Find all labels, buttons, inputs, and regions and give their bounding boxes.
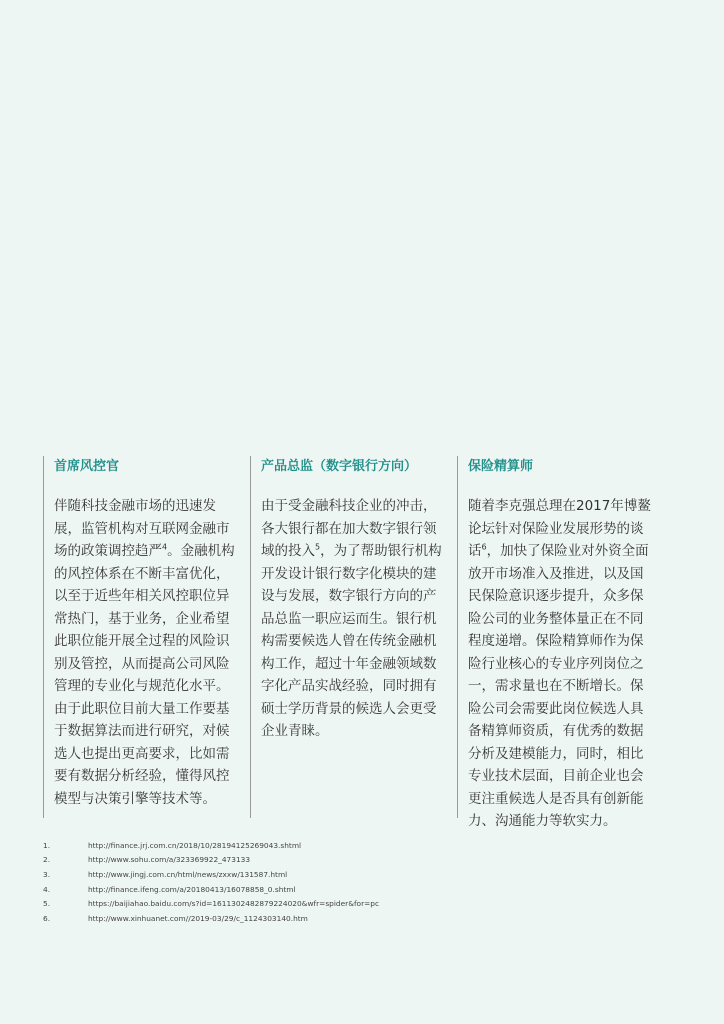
footnote-number: 3. [43,869,51,879]
body-text: 伴随科技金融市场的迅速发展，监管机构对互联网金融市场的政策调控趋严 [54,498,230,559]
column-chief-risk-officer [43,456,250,818]
footnote-url[interactable]: http://www.sohu.com/a/323369922_473133 [88,855,251,865]
body-text: 随着李克强总理在2017年博鳌论坛针对保险业发展形势的谈话 [468,498,651,559]
column-body [54,495,240,810]
column-title: 产品总监（数字银行方向） [261,459,418,474]
column-title: 首席风控官 [54,459,120,474]
footnote-ref: 6 [481,542,487,552]
column-actuary [457,456,664,829]
footnote-url[interactable]: https://baijiahao.baidu.com/s?id=1611302482879224020&wfr=spider&for=pc [88,899,380,909]
three-column-section [43,456,667,829]
footnote-ref: 4 [162,542,168,552]
footnotes [43,838,673,926]
column-body [261,495,447,743]
footnote [43,882,673,897]
footnote-ref: 5 [315,542,321,552]
body-text: 。金融机构的风控体系在不断丰富优化，以至于近些年相关风控职位异常热门，基于业务，企业希望此职位能开展全过程的风险识别及管控，从而提高公司风险管理的专业化与规范化水平。由于此职位目前大量工作要基于数据算法而进行研究，对候选人也提出更高要求，比如需要有数据分析经验，懂得风控模型与决策引擎等技术等。 [54,543,235,807]
footnote-number: 6. [43,913,51,923]
footnote-url[interactable]: http://finance.ifeng.com/a/20180413/16078858_0.shtml [88,884,296,894]
body-text: ，加快了保险业对外资全面放开市场准入及推进，以及国民保险意识逐步提升，众多保险公司的业务整体量正在不同程度递增。保险精算师作为保险行业核心的专业序列岗位之一，需求量也在不断增长。保险公司会需要此岗位候选人具备精算师资质，有优秀的数据分析及建模能力，同时，相比专业技术层面，目前企业也会更注重候选人是否具有创新能力、沟通能力等软实力。 [468,543,649,829]
footnote-url[interactable]: http://www.jingj.com.cn/html/news/zxxw/131587.html [88,869,288,879]
footnote-url[interactable]: http://www.xinhuanet.com//2019-03/29/c_1124303140.htm [88,913,308,923]
footnote-number: 2. [43,855,51,865]
body-text: 由于受金融科技企业的冲击，各大银行都在加大数字银行领域的投入 [261,498,437,559]
column-body [468,495,654,833]
footnote-url[interactable]: http://finance.jrj.com.cn/2018/10/28194125269043.shtml [88,840,302,850]
column-product-director [250,456,457,818]
body-text: ，为了帮助银行机构开发设计银行数字化模块的建设与发展，数字银行方向的产品总监一职应运而生。银行机构需要候选人曾在传统金融机构工作，超过十年金融领域数字化产品实战经验，同时拥有硕士学历背景的候选人会更受企业青睐。 [261,543,442,739]
column-title: 保险精算师 [468,459,534,474]
footnote-number: 4. [43,884,51,894]
footnote [43,896,673,911]
footnote [43,867,673,882]
footnote-number: 5. [43,899,51,909]
footnote [43,838,673,853]
footnote [43,853,673,868]
footnote [43,911,673,926]
footnote-number: 1. [43,840,51,850]
